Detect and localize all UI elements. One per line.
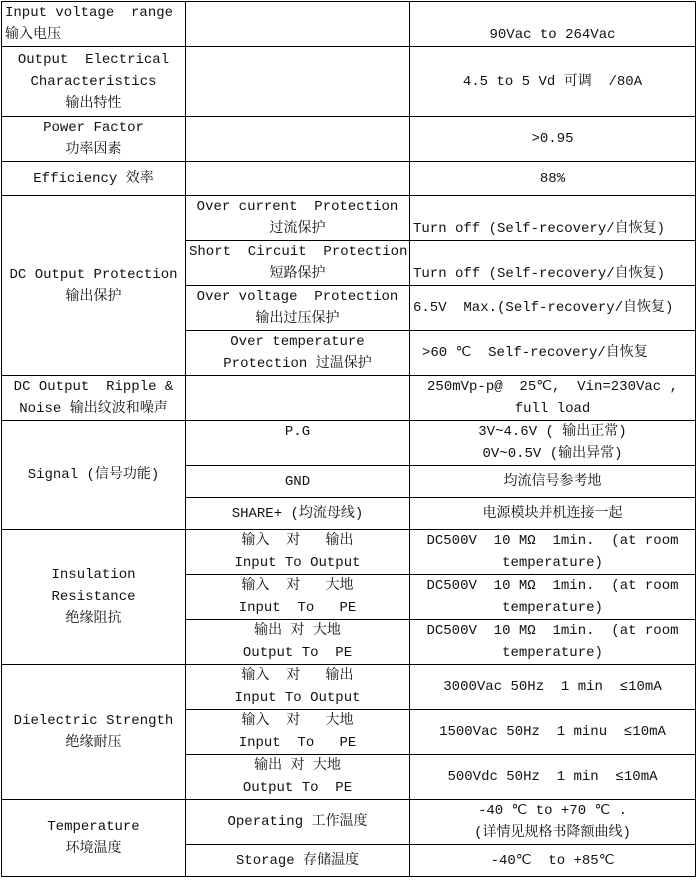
label-cell (2, 162, 186, 196)
value-line: >0.95 (531, 131, 574, 147)
row-over-current (2, 196, 696, 241)
value-cell (410, 466, 696, 498)
label-cell (2, 47, 186, 117)
row-ripple-noise (2, 376, 696, 421)
value-line: temperature) (502, 600, 603, 616)
row-temperature-operating (2, 800, 696, 845)
item-name-cell (186, 620, 410, 665)
value-cell (410, 845, 696, 877)
value-cell (410, 241, 696, 286)
item-name-cell (186, 755, 410, 800)
item-name-line: 过流保护 (269, 221, 326, 237)
value-cell (410, 575, 696, 620)
value-line: 均流信号参考地 (503, 473, 602, 490)
item-name-cell (186, 196, 410, 241)
item-name-cell (186, 331, 410, 376)
value-cell (410, 162, 696, 196)
empty-cell (186, 162, 410, 196)
label-cell-signal (2, 421, 186, 530)
value-cell (410, 376, 696, 421)
value-line: DC500V 10 MΩ 1min. (at room (426, 578, 679, 594)
label-cell-dc-output-protection (2, 196, 186, 376)
item-name-line: Over voltage Protection (196, 289, 399, 305)
value-line: -40℃ to +85℃ (490, 852, 615, 869)
item-name-cell (186, 575, 410, 620)
item-name-line: Output To PE (242, 645, 353, 661)
item-name-line: 输出过压保护 (255, 311, 340, 327)
item-name-line: Input To Output (234, 690, 361, 706)
item-name-line: Over current Protection (196, 199, 399, 215)
value-line: 88% (539, 170, 566, 187)
label-line: 输出特性 (65, 95, 122, 112)
label-line: Resistance (51, 589, 136, 605)
item-name-cell (186, 530, 410, 575)
value-cell (410, 47, 696, 117)
label-cell (2, 376, 186, 421)
label-cell-temperature (2, 800, 186, 877)
label-line: 输出保护 (65, 288, 122, 305)
value-line: Turn off (Self-recovery/自恢复) (413, 266, 666, 282)
item-name-line: 短路保护 (269, 266, 326, 282)
label-line: Temperature (47, 819, 140, 835)
value-line: Turn off (Self-recovery/自恢复) (413, 221, 666, 237)
value-cell (410, 196, 696, 241)
empty-cell (186, 47, 410, 117)
label-line: DC Output Ripple & (13, 379, 174, 395)
label-line: 绝缘阻抗 (65, 611, 122, 627)
value-line: 3V~4.6V ( 输出正常) (478, 424, 627, 440)
item-name-cell (186, 466, 410, 498)
item-name-line: 输入 对 大地 (241, 713, 354, 729)
label-cell (2, 117, 186, 162)
item-name-line: P.G (284, 424, 311, 440)
item-name-line: GND (284, 473, 311, 490)
label-cell-insulation (2, 530, 186, 665)
value-line: DC500V 10 MΩ 1min. (at room (426, 623, 679, 639)
spec-table (1, 1, 696, 877)
row-insulation-input-output (2, 530, 696, 575)
value-cell (410, 620, 696, 665)
item-name-cell (186, 665, 410, 710)
empty-cell (186, 376, 410, 421)
item-name-cell (186, 421, 410, 466)
label-line: Output Electrical (17, 51, 170, 68)
value-cell (410, 710, 696, 755)
value-cell (410, 421, 696, 466)
item-name-line: 输出 对 大地 (254, 623, 341, 639)
value-line: 250mVp-p@ 25℃, Vin=230Vac , (427, 379, 678, 395)
item-name-line: Over temperature (230, 334, 365, 350)
value-line: 500Vdc 50Hz 1 min ≤10mA (447, 769, 658, 785)
value-cell (410, 755, 696, 800)
item-name-line: Protection 过温保护 (223, 356, 372, 372)
item-name-cell (186, 710, 410, 755)
value-cell (410, 530, 696, 575)
value-line: 电源模块并机连接一起 (482, 505, 623, 522)
item-name-line: Input To PE (238, 735, 357, 751)
label-cell (2, 2, 186, 47)
label-line: Noise 输出纹波和噪声 (19, 401, 168, 417)
label-line: Power Factor (43, 120, 144, 136)
label-line: DC Output Protection (9, 266, 178, 283)
row-signal-pg (2, 421, 696, 466)
value-cell (410, 331, 696, 376)
value-line: DC500V 10 MΩ 1min. (at room (426, 533, 679, 549)
item-name-line: Output To PE (242, 780, 353, 796)
value-cell (410, 2, 696, 47)
item-name-line: Storage 存储温度 (235, 852, 360, 869)
value-line: temperature) (502, 555, 603, 571)
label-line: Dielectric Strength (13, 713, 174, 729)
item-name-line: 输入 对 输出 (241, 668, 354, 684)
value-line: -40 ℃ to +70 ℃ . (477, 803, 628, 819)
value-cell (410, 286, 696, 331)
value-line: 90Vac to 264Vac (489, 27, 616, 43)
item-name-cell (186, 286, 410, 331)
row-efficiency (2, 162, 696, 196)
label-line: 绝缘耐压 (65, 735, 122, 751)
value-line: (详情见规格书降额曲线) (474, 825, 631, 841)
label-line: Insulation (51, 567, 136, 583)
value-line: 1500Vac 50Hz 1 minu ≤10mA (439, 724, 666, 740)
label-line: 环境温度 (65, 841, 122, 857)
item-name-cell (186, 845, 410, 877)
item-name-line: Operating 工作温度 (227, 814, 368, 830)
value-cell (410, 800, 696, 845)
value-cell (410, 117, 696, 162)
item-name-line: Input To PE (238, 600, 357, 616)
label-line: Efficiency 效率 (33, 170, 154, 187)
label-cell-dielectric (2, 665, 186, 800)
value-line: 6.5V Max.(Self-recovery/自恢复) (413, 300, 674, 316)
item-name-line: Input To Output (234, 555, 361, 571)
row-input-voltage (2, 2, 696, 47)
label-line: Signal (信号功能) (27, 467, 160, 483)
item-name-line: 输入 对 大地 (241, 578, 354, 594)
item-name-cell (186, 800, 410, 845)
empty-cell (186, 117, 410, 162)
value-line: 0V~0.5V (输出异常) (482, 446, 623, 462)
value-cell (410, 665, 696, 710)
value-line: full load (514, 401, 591, 417)
empty-cell (186, 2, 410, 47)
label-line: 输入电压 (5, 27, 61, 43)
row-output-electrical (2, 47, 696, 117)
label-line: Input voltage range (5, 5, 174, 21)
label-line: 功率因素 (65, 142, 122, 158)
item-name-line: 输出 对 大地 (254, 758, 341, 774)
value-line: 3000Vac 50Hz 1 min ≤10mA (443, 679, 662, 695)
item-name-line: 输入 对 输出 (241, 533, 354, 549)
value-line: 4.5 to 5 Vd 可调 /80A (462, 73, 643, 90)
item-name-line: SHARE+ (均流母线) (231, 505, 364, 522)
value-line: >60 ℃ Self-recovery/自恢复 (422, 345, 648, 361)
item-name-cell (186, 241, 410, 286)
label-line: Characteristics (30, 73, 157, 90)
item-name-line: Short Circuit Protection (189, 244, 408, 260)
value-line: temperature) (502, 645, 603, 661)
row-power-factor (2, 117, 696, 162)
row-dielectric-input-output (2, 665, 696, 710)
value-cell (410, 498, 696, 530)
item-name-cell (186, 498, 410, 530)
